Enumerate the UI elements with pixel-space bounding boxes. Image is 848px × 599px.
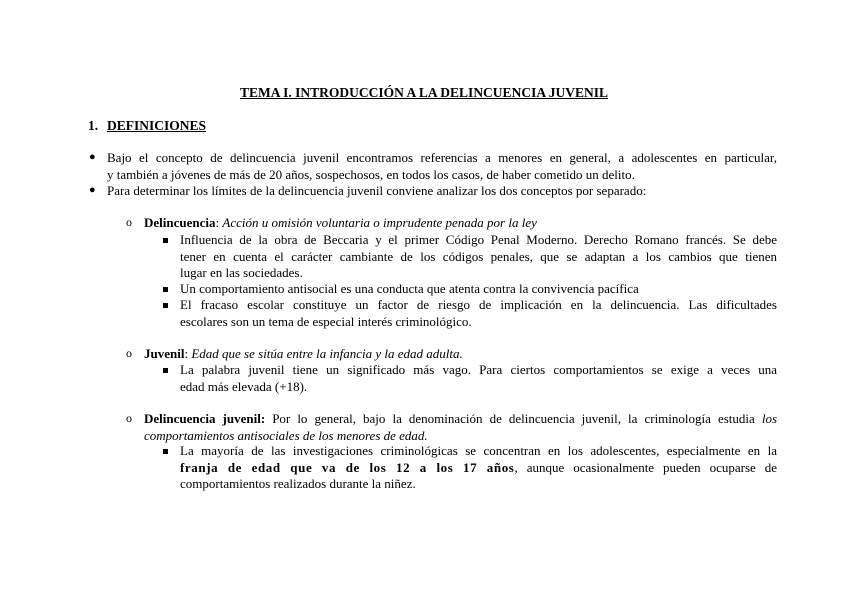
section-number: 1. <box>88 118 99 133</box>
subitem <box>180 443 777 493</box>
concept-juvenil <box>144 346 784 363</box>
concept-text: Por lo general, bajo la denominación de delincuencia juvenil, la criminología estudia <box>265 411 762 426</box>
subitem-line: Influencia de la obra de Beccaria y el primer Código Penal Moderno. Derecho Romano francés. Se debe <box>180 232 777 247</box>
bullet-item <box>107 183 777 200</box>
square-bullet-icon <box>163 238 168 243</box>
bullet-dot-icon: ● <box>89 151 96 163</box>
bullet-item <box>107 150 777 183</box>
concept-definition: comportamientos antisociales de los menores de edad. <box>144 427 428 443</box>
subitem-line: comportamientos realizados durante la niñez. <box>180 476 416 491</box>
bullet-line: Bajo el concepto de delincuencia juvenil encontramos referencias a menores en general, a adolescentes en particular, <box>107 150 777 165</box>
square-bullet-icon <box>163 449 168 454</box>
concept-definition: los <box>761 411 777 426</box>
concept-delincuencia <box>144 215 784 232</box>
circle-bullet-icon: o <box>126 346 132 360</box>
section-label: DEFINICIONES <box>107 118 207 133</box>
subitem-line: El fracaso escolar constituye un factor de riesgo de implicación en la delincuencia. Las dificultades <box>180 297 777 312</box>
circle-bullet-icon: o <box>126 215 132 229</box>
subitem-bold: franja de edad que va de los 12 a los 17 años <box>180 459 515 475</box>
square-bullet-icon <box>163 287 168 292</box>
subitem-line: La palabra juvenil tiene un significado más vago. Para ciertos comportamientos se exige a veces una <box>180 362 777 377</box>
bullet-dot-icon: ● <box>89 184 96 196</box>
document-title: TEMA I. INTRODUCCIÓN A LA DELINCUENCIA JUVENIL <box>240 85 608 100</box>
square-bullet-icon <box>163 303 168 308</box>
subitem <box>180 281 777 298</box>
subitem-line: lugar en las sociedades. <box>180 265 303 280</box>
concept-sep: : <box>215 215 223 230</box>
subitem <box>180 232 777 282</box>
concept-term: Juvenil <box>144 346 185 361</box>
subitem <box>180 362 777 395</box>
concept-definition: Acción u omisión voluntaria o imprudente penada por la ley <box>222 215 537 230</box>
square-bullet-icon <box>163 368 168 373</box>
bullet-line: Para determinar los límites de la delincuencia juvenil conviene analizar los dos conceptos por separado: <box>107 183 647 198</box>
subitem-line: escolares son un tema de especial interés criminológico. <box>180 313 472 329</box>
subitem-line: Un comportamiento antisocial es una conducta que atenta contra la convivencia pacífica <box>180 281 639 296</box>
subitem-line: edad más elevada (+18). <box>180 378 308 394</box>
subitem-text: , aunque ocasionalmente pueden ocuparse de <box>514 459 778 475</box>
concept-sep: : <box>184 346 192 361</box>
subitem <box>180 297 777 330</box>
subitem-line: tener en cuenta el carácter cambiante de los códigos penales, que se adaptan a los cambios que tienen <box>180 248 777 264</box>
bullet-line: y también a jóvenes de más de 20 años, sospechosos, en todos los casos, de haber cometido un delito. <box>107 166 635 182</box>
circle-bullet-icon: o <box>126 411 132 425</box>
concept-term: Delincuencia <box>144 215 216 230</box>
concept-definition: Edad que se sitúa entre la infancia y la edad adulta. <box>191 346 463 361</box>
concept-term: Delincuencia juvenil: <box>144 411 266 426</box>
subitem-line: La mayoría de las investigaciones criminológicas se concentran en los adolescentes, especialmente en la <box>180 443 777 458</box>
section-heading <box>88 118 206 134</box>
concept-delincuencia-juvenil <box>144 411 777 444</box>
